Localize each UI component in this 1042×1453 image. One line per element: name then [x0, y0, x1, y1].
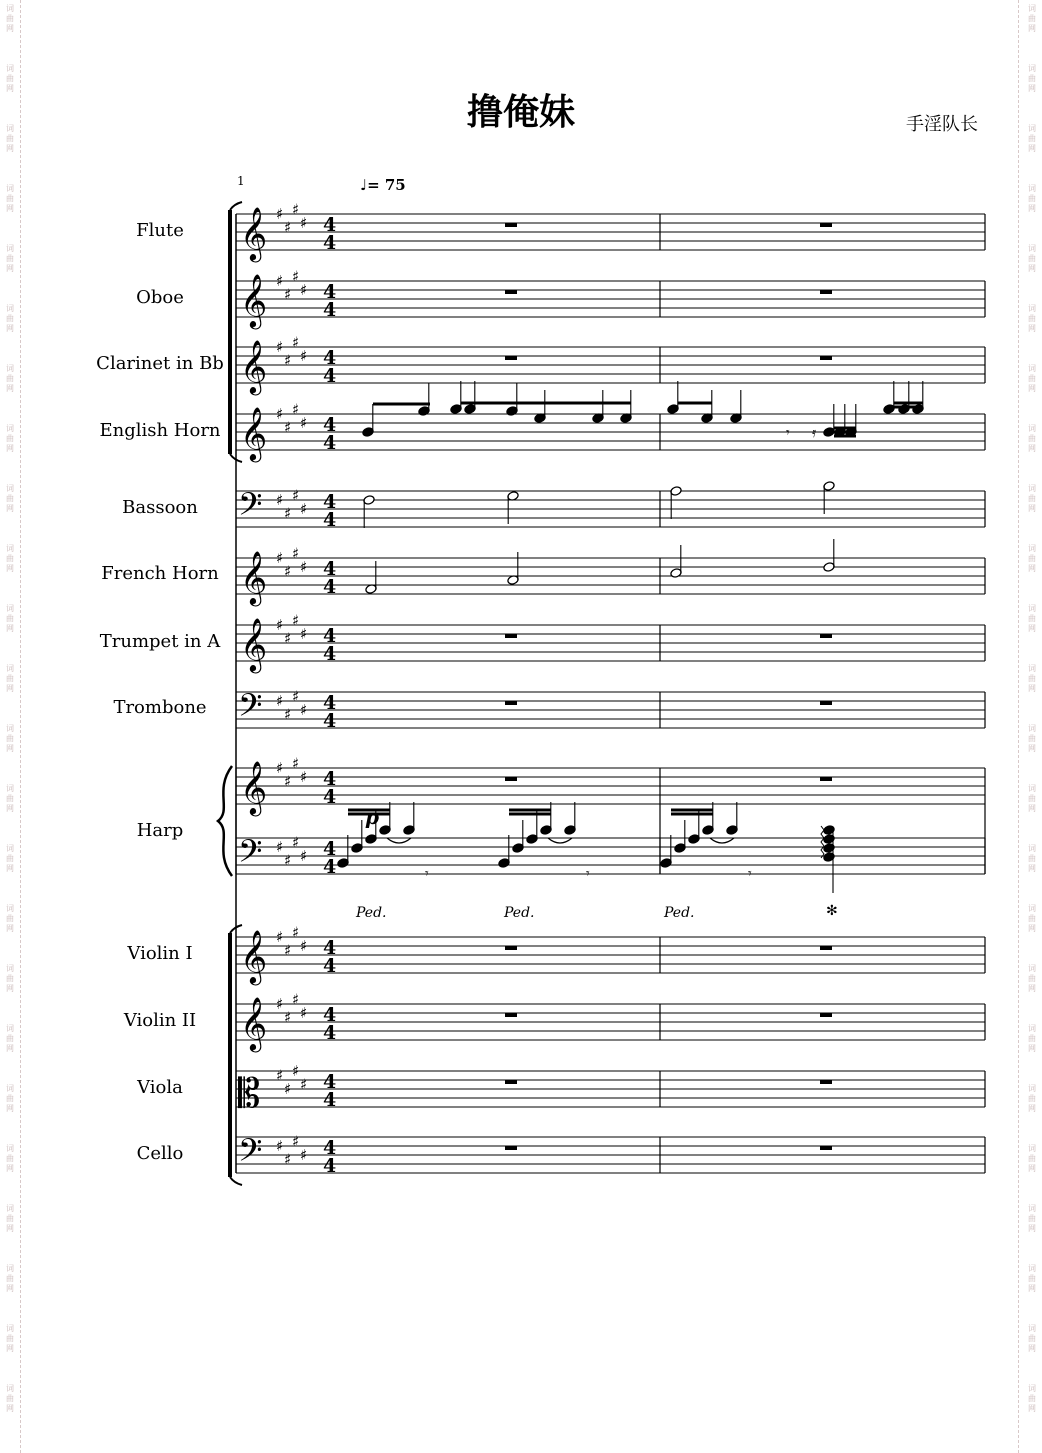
sharp-sign: ♯: [300, 1075, 308, 1094]
watermark: 词 曲 网: [1028, 1024, 1036, 1053]
bass-clef: 𝄢: [238, 486, 263, 530]
staff-system: [218, 201, 985, 1186]
sharp-sign: ♯: [276, 692, 284, 710]
whole-rest: [820, 1146, 832, 1150]
watermark: 词 曲 网: [1028, 364, 1036, 393]
sharp-sign: ♯: [276, 491, 284, 509]
sharp-sign: ♯: [276, 205, 284, 223]
sharp-sign: ♯: [300, 625, 308, 643]
sharp-sign: ♯: [276, 838, 284, 856]
staff-3: [236, 401, 985, 463]
staff-6: [236, 612, 985, 674]
time-sig-bottom: 4: [323, 643, 337, 665]
pedal-release-mark: ✻: [826, 903, 838, 919]
sharp-sign: ♯: [276, 338, 284, 356]
sharp-sign: ♯: [276, 1137, 284, 1155]
time-sig-bottom: 4: [323, 432, 337, 454]
time-sig-top: 4: [323, 625, 337, 647]
staff-7: [236, 687, 985, 732]
bracket-hook: [230, 1177, 242, 1185]
staff-11: [236, 991, 985, 1053]
watermark: 词 曲 网: [6, 604, 14, 633]
sharp-sign: ♯: [284, 1150, 292, 1169]
sharp-sign: ♯: [284, 504, 292, 523]
watermark: 词 曲 网: [1028, 124, 1036, 153]
whole-rest: [505, 290, 517, 294]
tempo-marking: ♩= 75: [360, 176, 406, 194]
whole-rest: [505, 634, 517, 638]
treble-clef: 𝄞: [240, 339, 268, 393]
treble-clef: 𝄞: [240, 617, 268, 671]
sharp-sign: ♯: [300, 414, 308, 432]
eighth-rest: 𝄾: [586, 866, 590, 882]
sharp-sign: ♯: [300, 1146, 308, 1164]
watermark: 词 曲 网: [1028, 844, 1036, 873]
treble-clef: 𝄞: [240, 550, 268, 604]
staff-5: [236, 545, 985, 607]
watermark: 词 曲 网: [6, 904, 14, 933]
time-sig-bottom: 4: [323, 710, 337, 732]
watermark: 词 曲 网: [6, 1384, 14, 1413]
watermark: 词 曲 网: [1028, 1144, 1036, 1173]
time-sig-top: 4: [323, 347, 337, 369]
composer-name: 手淫队长: [906, 114, 978, 135]
watermark: 词 曲 网: [6, 124, 14, 153]
sharp-sign: ♯: [284, 629, 292, 648]
sharp-sign: ♯: [284, 418, 292, 437]
whole-rest: [505, 223, 517, 227]
treble-clef: 𝄞: [240, 206, 268, 260]
sharp-sign: ♯: [292, 1132, 300, 1151]
tie: [710, 838, 734, 843]
tie: [387, 838, 411, 843]
time-sig-bottom: 4: [323, 299, 337, 321]
watermark: 词 曲 网: [6, 64, 14, 93]
time-sig-bottom: 4: [323, 856, 337, 878]
eighth-rest: 𝄾: [425, 866, 429, 882]
sharp-sign: ♯: [292, 754, 300, 773]
whole-rest: [820, 777, 832, 781]
watermark: 词 曲 网: [1028, 1324, 1036, 1353]
staff-0: [236, 201, 985, 263]
pedal-mark-3: Ped.: [664, 905, 695, 921]
watermark: 词 曲 网: [1028, 544, 1036, 573]
score-title: 撸俺妹: [466, 92, 575, 133]
sharp-sign: ♯: [292, 1062, 300, 1080]
instrument-label-french-horn: French Horn: [101, 563, 219, 584]
time-sig-top: 4: [323, 692, 337, 714]
sharp-sign: ♯: [300, 500, 308, 518]
whole-rest: [505, 1146, 517, 1150]
staff-10: [236, 924, 985, 986]
watermark: 词 曲 网: [1028, 1084, 1036, 1113]
treble-clef: 𝄞: [240, 929, 268, 983]
sharp-sign: ♯: [276, 759, 284, 777]
time-sig-bottom: 4: [323, 509, 337, 531]
time-sig-bottom: 4: [323, 1089, 337, 1111]
sharp-sign: ♯: [284, 851, 292, 870]
whole-rest: [505, 701, 517, 705]
sharp-sign: ♯: [284, 285, 292, 304]
time-sig-top: 4: [323, 1004, 337, 1026]
watermark: 词 曲 网: [1028, 724, 1036, 753]
watermark: 词 曲 网: [6, 664, 14, 693]
watermark: 词 曲 网: [1028, 484, 1036, 513]
watermark: 词 曲 网: [1028, 184, 1036, 213]
time-sig-bottom: 4: [323, 232, 337, 254]
watermark: 词 曲 网: [1028, 4, 1036, 33]
sharp-sign: ♯: [284, 705, 292, 724]
sharp-sign: ♯: [284, 351, 292, 370]
instrument-label-viola: Viola: [137, 1077, 183, 1098]
whole-rest: [820, 701, 832, 705]
sharp-sign: ♯: [276, 405, 284, 423]
whole-rest: [820, 1080, 832, 1084]
staff-1: [236, 268, 985, 330]
staff-9: [236, 833, 985, 878]
bass-clef: 𝄢: [238, 1132, 263, 1176]
sharp-sign: ♯: [284, 772, 292, 791]
bass-clef: 𝄢: [238, 687, 263, 731]
time-sig-top: 4: [323, 558, 337, 580]
instrument-label-trombone: Trombone: [113, 697, 207, 718]
treble-clef: 𝄞: [240, 996, 268, 1050]
staff-4: [236, 486, 985, 531]
eighth-rest: 𝄾: [748, 866, 752, 882]
measure-number: 1: [237, 174, 245, 188]
treble-clef: 𝄞: [240, 760, 268, 814]
watermark: 词 曲 网: [6, 1324, 14, 1353]
sharp-sign: ♯: [284, 218, 292, 237]
sharp-sign: ♯: [276, 1066, 284, 1085]
eighth-rest: 𝄾: [786, 425, 790, 441]
treble-clef: 𝄞: [240, 273, 268, 327]
sharp-sign: ♯: [300, 1004, 308, 1022]
whole-rest: [820, 356, 832, 360]
alto-clef: 𝄡: [238, 1071, 261, 1117]
instrument-label-trumpet: Trumpet in A: [99, 631, 221, 652]
instrument-label-cello: Cello: [136, 1143, 184, 1164]
watermark: 词 曲 网: [6, 844, 14, 873]
pedal-mark-1: Ped.: [356, 905, 387, 921]
watermark: 词 曲 网: [1028, 424, 1036, 453]
sharp-sign: ♯: [292, 833, 300, 852]
watermark: 词 曲 网: [1028, 784, 1036, 813]
treble-clef: 𝄞: [240, 406, 268, 460]
sharp-sign: ♯: [284, 941, 292, 960]
whole-rest: [505, 356, 517, 360]
whole-rest: [820, 634, 832, 638]
time-sig-top: 4: [323, 1071, 337, 1093]
time-sig-bottom: 4: [323, 1022, 337, 1044]
sharp-sign: ♯: [284, 1008, 292, 1027]
time-sig-top: 4: [323, 214, 337, 236]
watermark: 词 曲 网: [1028, 1384, 1036, 1413]
time-sig-top: 4: [323, 937, 337, 959]
sharp-sign: ♯: [276, 549, 284, 567]
sharp-sign: ♯: [276, 272, 284, 290]
sharp-sign: ♯: [284, 562, 292, 581]
time-sig-top: 4: [323, 838, 337, 860]
harp-dynamic: p: [365, 805, 379, 829]
bass-clef: 𝄢: [238, 833, 263, 877]
instrument-label-violin-2: Violin II: [123, 1010, 197, 1031]
staff-13: [236, 1132, 985, 1177]
instrument-label-flute: Flute: [136, 220, 184, 241]
instrument-label-harp: Harp: [136, 820, 184, 841]
time-sig-bottom: 4: [323, 955, 337, 977]
whole-rest: [820, 1013, 832, 1017]
instrument-label-clarinet: Clarinet in Bb: [96, 353, 224, 374]
time-sig-bottom: 4: [323, 786, 337, 808]
watermark: 词 曲 网: [1028, 304, 1036, 333]
watermark: 词 曲 网: [6, 184, 14, 213]
watermark: 词 曲 网: [1028, 964, 1036, 993]
watermark: 词 曲 网: [1028, 604, 1036, 633]
sharp-sign: ♯: [292, 990, 300, 1009]
watermark: 词 曲 网: [6, 1084, 14, 1113]
time-sig-bottom: 4: [323, 1155, 337, 1177]
whole-rest: [505, 1080, 517, 1084]
whole-rest: [820, 223, 832, 227]
staff-8: [236, 755, 985, 817]
watermark: 词 曲 网: [6, 724, 14, 753]
watermark: 词 曲 网: [1028, 904, 1036, 933]
watermark: 词 曲 网: [6, 1024, 14, 1053]
watermark: 词 曲 网: [6, 424, 14, 453]
watermark: 词 曲 网: [1028, 244, 1036, 273]
sharp-sign: ♯: [292, 544, 300, 563]
whole-rest: [505, 1013, 517, 1017]
harp-brace: [218, 766, 232, 876]
staff-2: [236, 334, 985, 396]
notation-marks: [337, 223, 924, 1150]
whole-rest: [505, 777, 517, 781]
sharp-sign: ♯: [292, 267, 300, 286]
watermark: 词 曲 网: [1028, 664, 1036, 693]
sharp-sign: ♯: [284, 1080, 292, 1098]
sharp-sign: ♯: [300, 768, 308, 786]
sharp-sign: ♯: [292, 400, 300, 419]
sharp-sign: ♯: [300, 214, 308, 232]
sharp-sign: ♯: [300, 701, 308, 719]
instrument-label-violin-1: Violin I: [127, 943, 193, 964]
time-sig-top: 4: [323, 491, 337, 513]
time-sig-top: 4: [323, 768, 337, 790]
sharp-sign: ♯: [292, 687, 300, 706]
sharp-sign: ♯: [276, 616, 284, 634]
instrument-label-bassoon: Bassoon: [122, 497, 198, 518]
watermark: 词 曲 网: [6, 1144, 14, 1173]
pedal-mark-2: Ped.: [504, 905, 535, 921]
sharp-sign: ♯: [292, 923, 300, 942]
sixteenth-rest: 𝄿: [812, 425, 817, 441]
whole-rest: [505, 946, 517, 950]
watermark: 词 曲 网: [1028, 1264, 1036, 1293]
watermark: 词 曲 网: [6, 1264, 14, 1293]
time-sig-bottom: 4: [323, 576, 337, 598]
sharp-sign: ♯: [300, 937, 308, 955]
watermark: 词 曲 网: [6, 244, 14, 273]
sharp-sign: ♯: [300, 281, 308, 299]
watermark: 词 曲 网: [1028, 1204, 1036, 1233]
watermark: 词 曲 网: [6, 784, 14, 813]
watermark: 词 曲 网: [6, 964, 14, 993]
watermark: 词 曲 网: [6, 4, 14, 33]
watermark: 词 曲 网: [6, 304, 14, 333]
tie: [548, 838, 572, 843]
watermark: 词 曲 网: [6, 1204, 14, 1233]
watermark: 词 曲 网: [6, 364, 14, 393]
whole-rest: [820, 290, 832, 294]
sharp-sign: ♯: [300, 847, 308, 865]
sharp-sign: ♯: [300, 347, 308, 365]
sharp-sign: ♯: [276, 995, 284, 1013]
staff-12: [236, 1062, 985, 1117]
sharp-sign: ♯: [292, 486, 300, 505]
sharp-sign: ♯: [292, 200, 300, 219]
time-sig-bottom: 4: [323, 365, 337, 387]
sharp-sign: ♯: [300, 558, 308, 576]
arpeggio-sign: [821, 826, 824, 858]
whole-rest: [820, 946, 832, 950]
instrument-label-oboe: Oboe: [136, 287, 184, 308]
sharp-sign: ♯: [292, 333, 300, 352]
time-sig-top: 4: [323, 1137, 337, 1159]
time-sig-top: 4: [323, 414, 337, 436]
sharp-sign: ♯: [292, 611, 300, 630]
watermark: 词 曲 网: [1028, 64, 1036, 93]
watermark: 词 曲 网: [6, 544, 14, 573]
watermark: 词 曲 网: [6, 484, 14, 513]
instrument-label-english-horn: English Horn: [99, 420, 221, 441]
time-sig-top: 4: [323, 281, 337, 303]
sharp-sign: ♯: [276, 928, 284, 946]
